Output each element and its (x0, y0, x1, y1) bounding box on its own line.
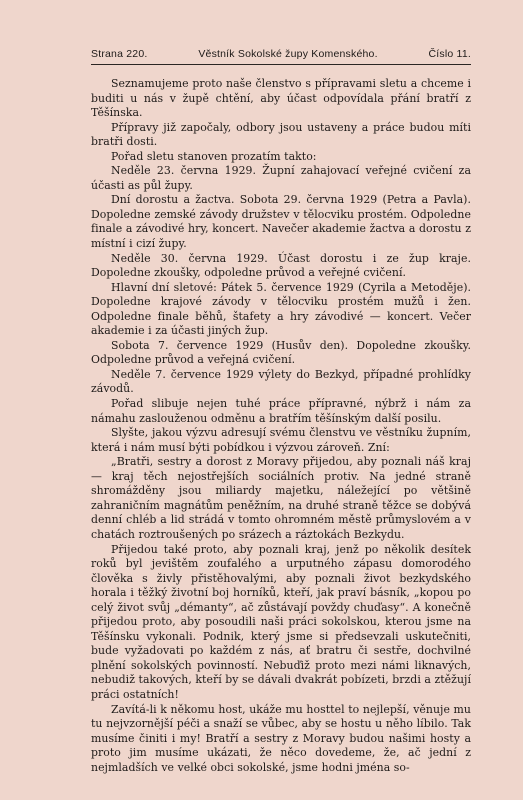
page-number: Strana 220. (91, 48, 148, 60)
article-body (91, 77, 471, 775)
paragraph: Sobota 7. července 1929 (Husův den). Dopoledne zkoušky. Odpoledne průvod a veřejná cvičení. (91, 338, 471, 367)
paragraph: Neděle 23. června 1929. Župní zahajovací veřejné cvičení za účasti as půl župy. (91, 164, 471, 192)
paragraph: Neděle 7. července 1929 výlety do Bezkyd, případné prohlídky závodů. (91, 367, 471, 396)
paragraph: Seznamujeme proto naše členstvo s přípravami sletu a chceme i buditi u nás v župě chtění, aby účast odpovídala přání bratří z Těšínska. (91, 77, 471, 120)
paragraph: Pořad slibuje nejen tuhé práce přípravné, nýbrž i nám za námahu zaslouženou odměnu a bratřím těšínským další posilu. (91, 397, 471, 425)
paragraph: Zavítá-li k někomu host, ukáže mu hosttel to nejlepší, věnuje mu tu nejvzornější péči a snaží se vůbec, aby se hostu u něho líbilo. Tak musíme činiti i my! Bratří a sestry z Moravy budou našimi hosty a proto jim musíme ukázati, že něco dovedeme, že, ač jední z nejmladších ve velké obci sokolské, jsme hodni jména so- (91, 702, 471, 774)
paragraph: Přípravy již započaly, odbory jsou ustaveny a práce budou míti bratři dosti. (91, 120, 471, 149)
quoted-appeal (91, 455, 471, 702)
journal-title: Věstník Sokolské župy Komenského. (198, 48, 378, 60)
paragraph: „Bratři, sestry a dorost z Moravy přijedou, aby poznali náš kraj — kraj těch nejostřejších sociálních protiv. Na jedné straně shromážděny jsou miliardy majetku, náležející po většině zahraničním magnátům peněžním, na druhé straně těžce se dobývá denní chléb a lid strádá v tomto ohromném městě průmyslovém a v chatách roztroušených po srázech a ráztokách Bezkydu. (91, 455, 471, 541)
paragraph: Hlavní dní sletové: Pátek 5. července 1929 (Cyrila a Metoděje). Dopoledne krajové závody v tělocviku prostém mužů i žen. Odpoledne finale běhů, štafety a hry závodivé — koncert. Večer akademie i za účasti jiných žup. (91, 280, 471, 338)
issue-number: Číslo 11. (428, 48, 471, 60)
paragraph: Přijedou také proto, aby poznali kraj, jenž po několik desítek roků byl jevištěm zoufalého a urputného zápasu domorodého člověka s živly přistěhovalými, aby poznali život bezkydského horala i těžký životní boj horníků, kteří, jak praví básník, „kopou po celý život svůj „démanty“, ač zůstávají povždy chuďasy“. A konečně přijedou proto, aby posoudili naši práci sokolskou, kterou jsme na Těšínsku vykonali. Podnik, který jsme si předsevzali uskutečniti, bude vyžadovati po každém z nás, ať bratru či sestře, dochvilné plnění sokolských povinností. Nebuďiž proto mezi námi liknavých, nebudiž takových, kteří by se dávali dvakrát pobízeti, brzdi a ztěžují práci ostatních! (91, 542, 471, 701)
paragraph: Pořad sletu stanoven prozatím takto: (111, 149, 317, 163)
running-header (91, 48, 471, 65)
paragraph: Slyšte, jakou výzvu adresují svému členstvu ve věstníku župním, která i nám musí býti pobídkou i výzvou zároveň. Zní: (91, 426, 471, 454)
paragraph: Dní dorostu a žactva. Sobota 29. června 1929 (Petra a Pavla). Dopoledne zemské závody družstev v tělocviku prostém. Odpoledne finale a závodivé hry, koncert. Navečer akademie žactva a dorostu z místní i cizí župy. (91, 193, 471, 251)
paragraph: Neděle 30. června 1929. Účast dorostu i ze žup kraje. Dopoledne zkoušky, odpoledne průvod a veřejné cvičení. (91, 251, 471, 280)
